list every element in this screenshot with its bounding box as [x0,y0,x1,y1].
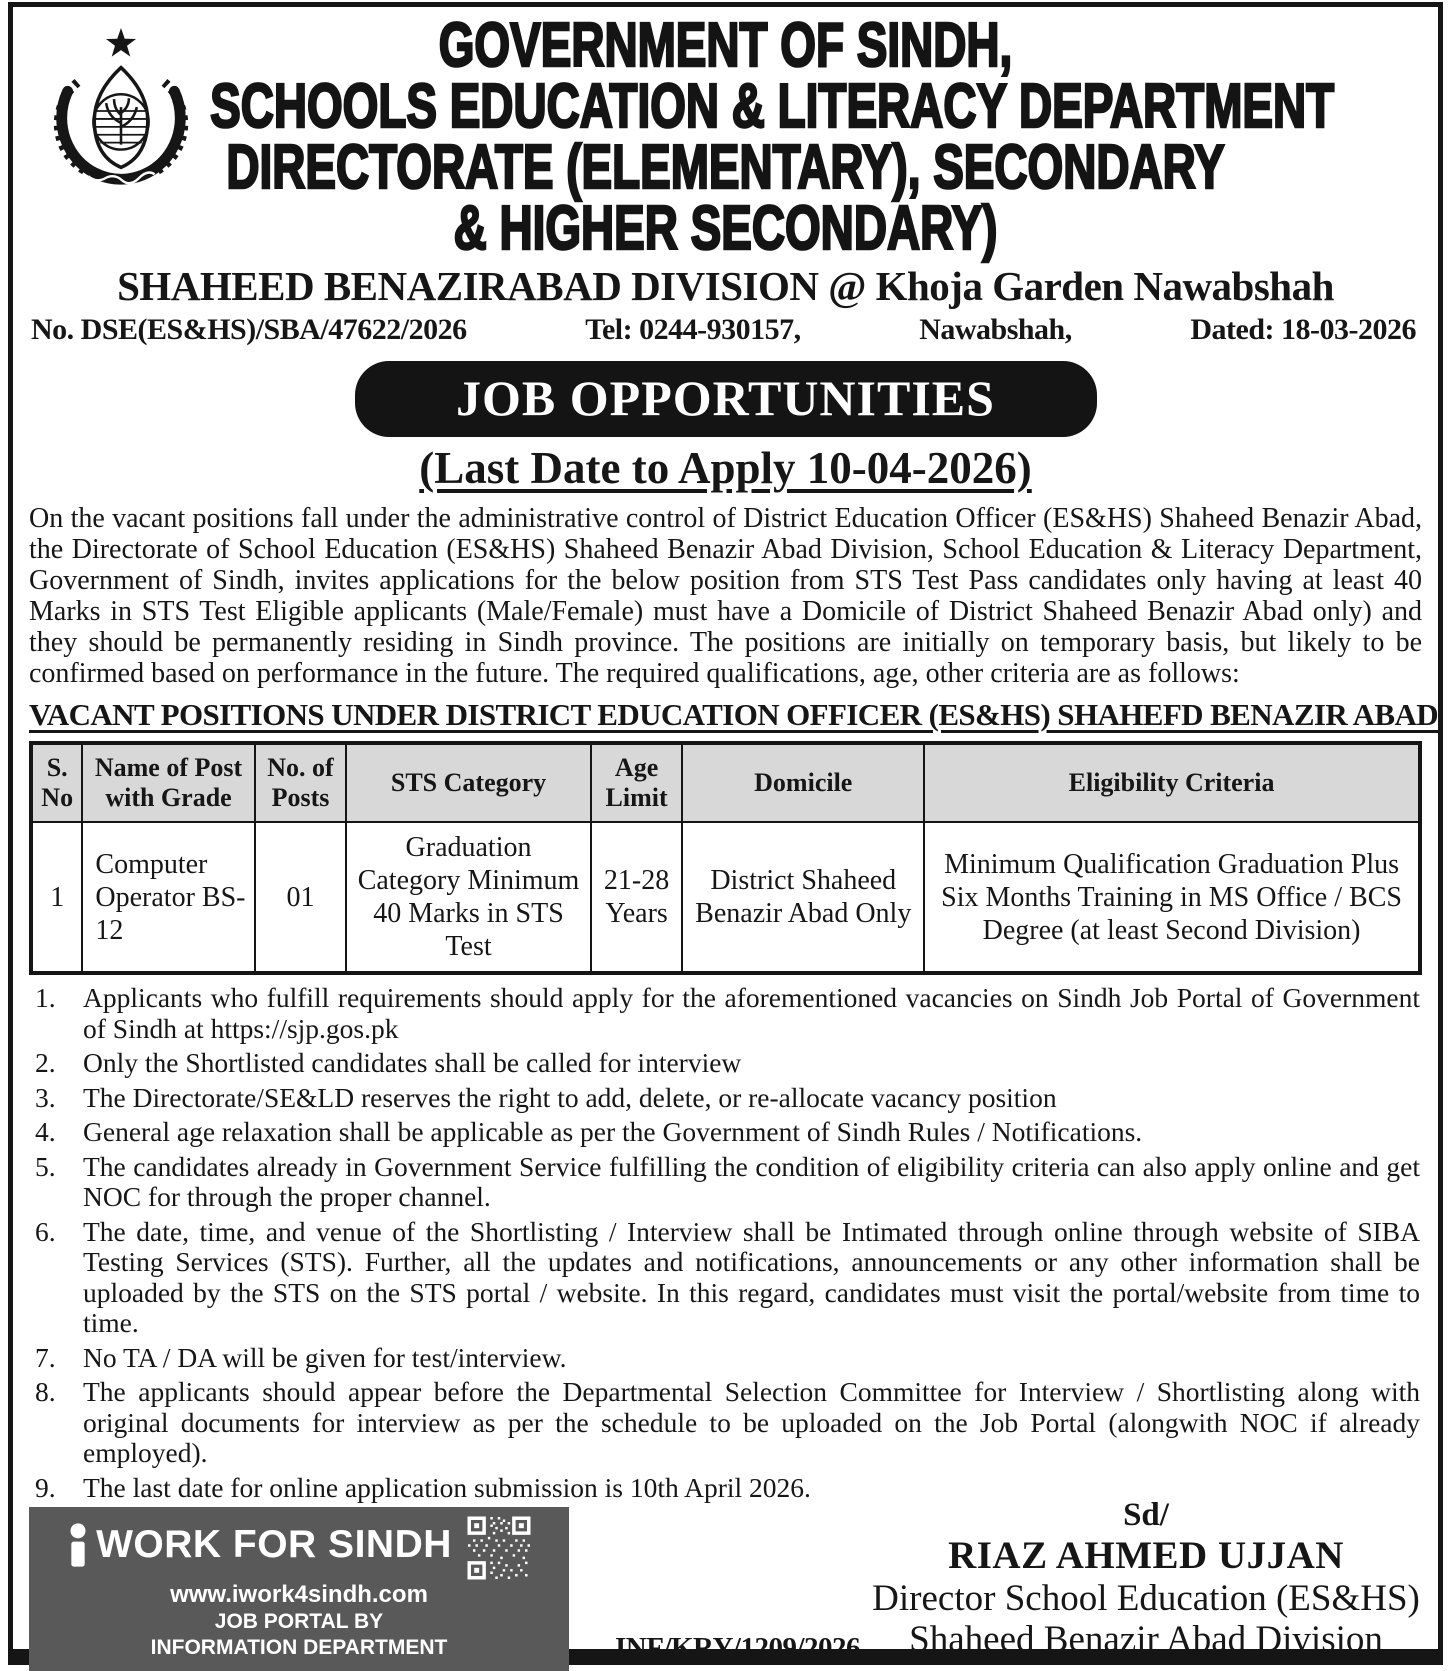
title-line-1: GOVERNMENT OF SINDH, [438,11,1013,80]
col-eligibility: Eligibility Criteria [924,743,1420,822]
cell-age-limit: 21-28 Years [591,822,683,973]
signatory-division: Shaheed Benazir Abad Division [909,1619,1383,1661]
work-for-sindh-logo [68,1523,452,1567]
cell-eligibility: Minimum Qualification Graduation Plus Six Months Training in MS Office / BCS Degree (at least Second Division) [924,822,1420,973]
list-item: 7. No TA / DA will be given for test/interview. [35,1341,567,1373]
cell-s-no: 1 [31,822,82,973]
table-row [31,822,1420,973]
reference-row [31,311,1416,349]
list-item: 2. Only the Shortlisted candidates shall be called for interview [35,1047,742,1078]
col-no-of-posts: No. of Posts [255,743,347,822]
list-item: 3. The Directorate/SE&LD reserves the right to add, delete, or re-allocate vacancy position [35,1081,1057,1113]
qr-code-icon [468,1517,530,1579]
cell-sts-category: Graduation Category Minimum 40 Marks in STS Test [346,822,590,973]
work-for-sindh-label: WORK FOR SINDH [96,1523,452,1566]
inf-number: INF/KRY/1209/2026 [615,1632,861,1664]
work-for-sindh-logo-row [35,1517,563,1579]
star [106,28,136,57]
sd-label: Sd/ [1123,1497,1169,1533]
department-title [29,11,1422,263]
title-line-2: SCHOOLS EDUCATION & LITERACY DEPARTMENT [210,72,1335,141]
cell-post-name: Computer Operator BS-12 [82,822,254,973]
government-of-sindh-emblem-icon [37,19,205,209]
list-item: 8. The applicants should appear before the Departmental Selection Committee for Interview / Shortlisting along with original documents for interview as per the schedule to be uploaded on the Job Portal (alongwith NOC if already employed). [35,1376,1420,1468]
cell-no-of-posts: 01 [255,822,347,973]
i-person-icon [68,1523,88,1567]
list-item: 9. The last date for online application submission is 10th April 2026. [35,1471,811,1503]
col-age-limit: Age Limit [591,743,683,822]
date: Dated: 18-03-2026 [1190,313,1416,346]
col-s-no: S. No [31,743,82,822]
title-line-4: & HIGHER SECONDARY) [453,194,998,263]
telephone: Tel: 0244-930157, [585,313,801,346]
col-domicile: Domicile [682,743,924,822]
information-department-line: INFORMATION DEPARTMENT [150,1636,448,1659]
job-opportunities-banner: JOB OPPORTUNITIES [355,361,1097,437]
signatory-name: RIAZ AHMED UJJAN [948,1533,1344,1577]
list-item: 4. General age relaxation shall be applicable as per the Government of Sindh Rules / Notifications. [35,1116,1143,1147]
division-line: SHAHEED BENAZIRABAD DIVISION @ Khoja Garden Nawabshah [117,263,1334,309]
job-portal-line: JOB PORTAL BY [214,1610,384,1633]
vacancy-table [29,741,1422,975]
last-date-line: (Last Date to Apply 10-04-2026) [419,443,1032,493]
list-item: 1. Applicants who fulfill requirements should apply for the aforementioned vacancies on Sindh Job Portal of Government of Sindh at https://sjp.gos.pk [35,982,1420,1044]
col-sts-category: STS Category [346,743,590,822]
cell-domicile: District Shaheed Benazir Abad Only [682,822,924,973]
table-header-row [31,743,1420,822]
footer [29,1497,1422,1671]
vacant-positions-heading: VACANT POSITIONS UNDER DISTRICT EDUCATION OFFICER (ES&HS) SHAHEFD BENAZIR ABAD [29,697,1439,732]
col-name-of-post: Name of Post with Grade [82,743,254,822]
reference-number: No. DSE(ES&HS)/SBA/47622/2026 [31,313,467,346]
header [29,11,1422,349]
signatory-title: Director School Education (ES&HS) [872,1577,1420,1619]
intro-paragraph: On the vacant positions fall under the administrative control of District Education Officer (ES&HS) Shaheed Benazir Abad, the Directorate of School Education (ES&HS) Shaheed Benazir Abad Division, School Education & Literacy Department, Government of Sindh, invites applications for the below position from STS Test Pass candidates only having at least 40 Marks in STS Test Eligible applicants (Male/Female) must have a Domicile of District Shaheed Benazir Abad only) and they should be permanently residing in Sindh province. The positions are initially on temporary basis, but likely to be confirmed based on performance in the future. The required qualifications, age, other criteria are as follows: [29,503,1422,689]
title-line-3: DIRECTORATE (ELEMENTARY), SECONDARY [226,133,1225,202]
advert-frame [8,2,1443,1665]
work-for-sindh-website: www.iwork4sindh.com [170,1581,428,1608]
city: Nawabshah, [919,313,1072,346]
signature-block [870,1497,1422,1671]
work-for-sindh-banner [29,1507,569,1671]
list-item: 5. The candidates already in Government Service fulfilling the condition of eligibility criteria can also apply online and get NOC for through the proper channel. [35,1150,1420,1212]
list-item: 6. The date, time, and venue of the Shortlisting / Interview shall be Intimated through online through website of SIBA Testing Services (STS). Further, all the updates and notifications, announcements or any other information shall be uploaded by the STS on the STS portal / website. In this regard, candidates must visit the portal/website from time to time. [35,1215,1420,1338]
notes-list [29,983,1422,1503]
